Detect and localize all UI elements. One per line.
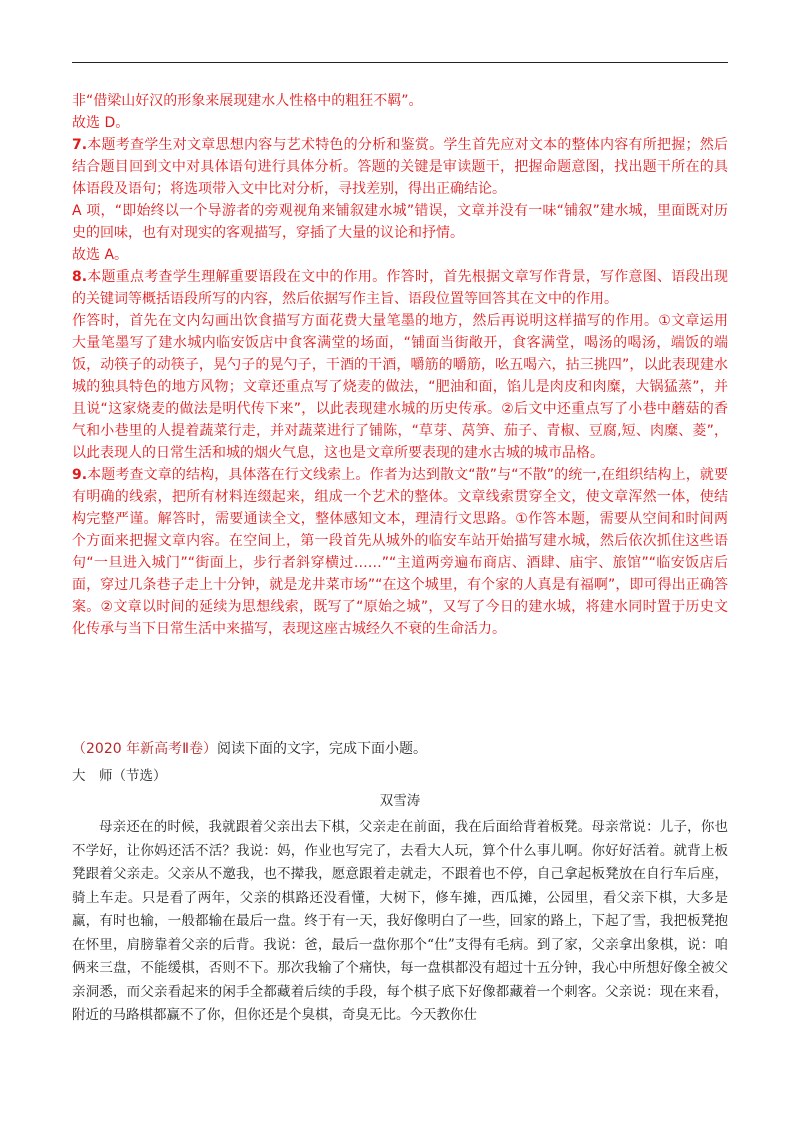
- header-rule: [72, 62, 728, 63]
- item-number: 8.: [72, 269, 88, 285]
- answer-paragraph: 9.本题考查文章的结构，具体落在行文线索上。作者为达到散文“散”与“不散”的统一,在组织结构上，就要有明确的线索，把所有材料连缀起来，组成一个艺术的整体。文章线索贯穿全文，使文章浑然一体，使结构完整严谨。解答时，需要通读全文，整体感知文本，理清行文思路。①作答本题，需要从空间和时间两个方面来把握文章内容。在空间上，第一段首先从城外的临安车站开始描写建水城，然后依次抓住这些语句“一旦进入城门”“街面上，步行者斜穿横过……”“主道两旁遍布商店、酒肆、庙宇、旅馆”“临安饭店后面，穿过几条巷子走上十分钟，就是龙井菜市场”“在这个城里，有个家的人真是有福啊”，即可得出正确答案。②文章以时间的延续为思想线索，既写了“原始之城”，又写了今日的建水城，将建水同时置于历史文化传承与当下日常生活中来描写，表现这座古城经久不衰的生命活力。: [72, 467, 728, 637]
- answer-paragraph: 故选 D。: [72, 115, 130, 131]
- question-prompt: 阅读下面的文字，完成下面小题。: [216, 741, 427, 757]
- answer-paragraph: 7.本题考查学生对文章思想内容与艺术特色的分析和鉴赏。学生首先应对文本的整体内容有所把握；然后结合题目回到文中对具体语句进行具体分析。答题的关键是审读题干，把握命题意图，找出题干所在的具体语段及语句；将选项带入文中比对分析，寻找差别，得出正确结论。: [72, 137, 728, 197]
- story-paragraph: 母亲还在的时候，我就跟着父亲出去下棋，父亲走在前面，我在后面给背着板凳。母亲常说：儿子，你也不学好，让你妈还活不活？我说：妈，作业也写完了，去看大人玩，算个什么事儿啊。你好好活着。就背上板凳跟着父亲走。父亲从不邀我，也不撵我，愿意跟着走就走，不跟着也不停，自己拿起板凳放在自行车后座，骑上车走。只是看了两年，父亲的棋路还没看懂，大树下，修车摊，西瓜摊，公园里，看父亲下棋，大多是赢，有时也输，一般都输在最后一盘。终于有一天，我好像明白了一些，回家的路上，下起了雪，我把板凳抱在怀里，肩膀靠着父亲的后背。我说：爸，最后一盘你那个“仕”支得有毛病。到了家，父亲拿出象棋，说：咱俩来三盘，不能缓棋，否则不下。那次我输了个痛快，每一盘棋都没有超过十五分钟，我心中所想好像全被父亲洞悉，而父亲看起来的闲手全都藏着后续的手段，每个棋子底下好像都藏着一个刺客。父亲说：现在来看，附近的马路棋都赢不了你，但你还是个臭棋，奇臭无比。今天教你仕: [72, 819, 728, 1023]
- answer-paragraph: 作答时，首先在文内勾画出饮食描写方面花费大量笔墨的地方，然后再说明这样描写的作用。①文章运用大量笔墨写了建水城内临安饭店中食客满堂的场面，“铺面当街敞开，食客满堂，喝汤的喝汤，端饭的端饭，动筷子的动筷子，晃勺子的晃勺子，干酒的干酒，嚼筋的嚼筋，吆五喝六，拈三挑四”，以此表现建水城的独具特色的地方风物；文章还重点写了烧麦的做法，“肥油和面，馅儿是肉皮和肉糜，大锅猛蒸”，并且说“这家烧麦的做法是明代传下来”，以此表现建水城的历史传承。②后文中还重点写了小巷中蘑菇的香气和小巷里的人提着蔬菜行走，并对蔬菜进行了铺陈，“草芽、莴笋、茄子、青椒、豆腐,短、肉糜、菱”，以此表现人的日常生活和城的烟火气息，这也是文章所要表现的建水古城的城市品格。: [72, 313, 728, 461]
- story-body: [72, 816, 728, 1028]
- question-source: （2020 年新高考Ⅱ卷）: [72, 741, 217, 757]
- item-number: 9.: [72, 467, 88, 483]
- question-header: [72, 738, 728, 760]
- answer-paragraph: A 项，“即始终以一个导游者的旁观视角来铺叙建水城”错误，文章并没有一味“铺叙”建水城，里面既对历史的回味，也有对现实的客观描写，穿插了大量的议论和抒情。: [72, 203, 728, 241]
- item-number: 7.: [72, 137, 88, 153]
- answer-paragraph: 故选 A。: [72, 247, 129, 263]
- answer-explanations: [72, 90, 728, 640]
- answer-paragraph: 8.本题重点考查学生理解重要语段在文中的作用。作答时，首先根据文章写作背景，写作意图、语段出现的关键词等概括语段所写的内容，然后依据写作主旨、语段位置等回答其在文中的作用。: [72, 269, 728, 307]
- answer-paragraph: 非“借梁山好汉的形象来展现建水人性格中的粗狂不羁”。: [72, 93, 423, 109]
- story-author: 双雪涛: [379, 793, 421, 809]
- story-title: 大 师（节选）: [72, 768, 167, 784]
